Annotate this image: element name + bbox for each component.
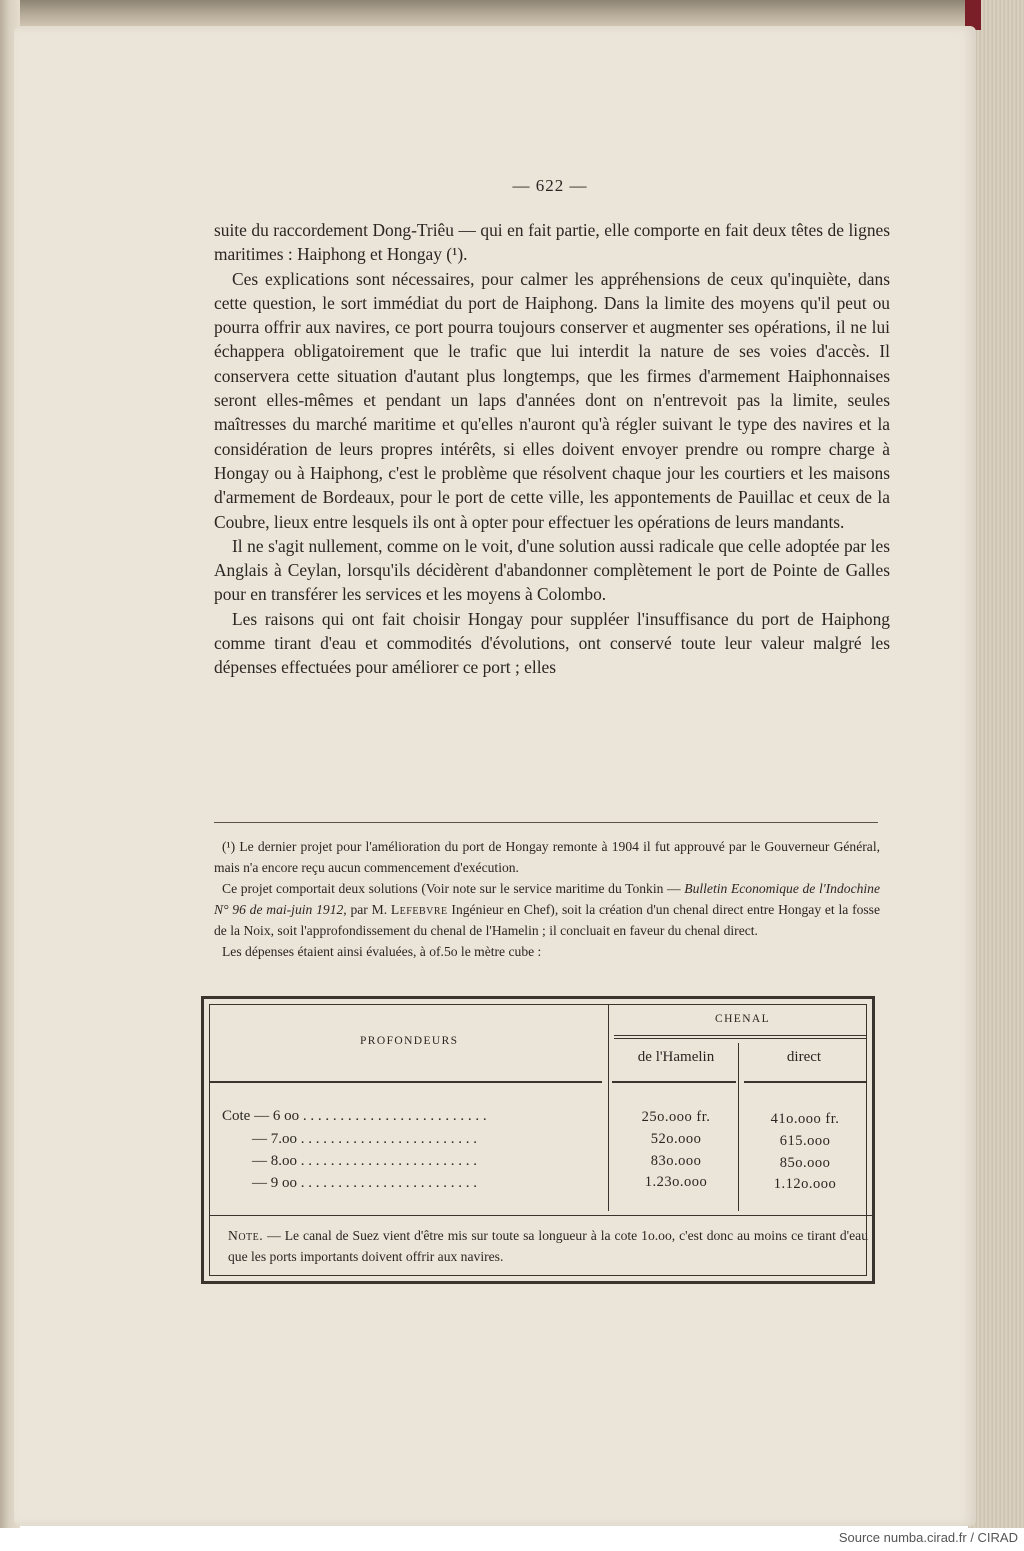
footnote-1: (¹) Le dernier projet pour l'amélioration du port de Hongay remonte à 1904 il fut approuvé par le Gouverneur Général, mais n'a encore reçu aucun commencement d'exécution. — [214, 839, 880, 875]
footnote-separator — [214, 822, 878, 823]
paragraph-1: suite du raccordement Dong-Triêu — qui en fait partie, elle comporte en fait deux têtes de lignes maritimes : Haiphong et Hongay (¹). — [214, 220, 890, 265]
row-label-9: — 9 oo . . . . . . . . . . . . . . . . . . . . . . . . — [222, 1175, 477, 1191]
table-note — [228, 1225, 868, 1267]
header-col-direct: direct — [786, 1049, 822, 1065]
column-divider-chenal — [738, 1043, 739, 1211]
cell-direct-6: 41o.ooo fr. — [770, 1111, 840, 1127]
footnote-2-text-c: Ingénieur en Chef), soit la création d'un chenal direct entre Hongay et la fosse de la Noix, soit l'approfondissement du chenal de l'Hamelin ; il concluait en faveur du chenal direct. — [214, 902, 881, 938]
header-rule-hamelin — [612, 1081, 736, 1083]
footnote-2-text-b: , par M. — [343, 902, 391, 917]
header-col-hamelin: de l'Hamelin — [637, 1049, 715, 1065]
cell-direct-8: 85o.ooo — [779, 1155, 831, 1171]
header-rule-direct — [744, 1081, 866, 1083]
cell-direct-9: 1.12o.ooo — [773, 1176, 837, 1192]
paragraph-3: Il ne s'agit nullement, comme on le voit, d'une solution aussi radicale que celle adoptée par les Anglais à Ceylan, lorsqu'ils décidèrent d'abandonner complètement le port de Pointe de Galles pour en transférer les services et les moyens à Colombo. — [214, 535, 890, 605]
cell-direct-7: 615.ooo — [779, 1133, 831, 1149]
cost-table — [201, 996, 875, 1284]
chenal-rule-1 — [614, 1035, 866, 1036]
cell-hamelin-7: 52o.ooo — [650, 1131, 702, 1147]
source-credit: Source numba.cirad.fr / CIRAD — [838, 1530, 1018, 1545]
paragraph-2: Ces explications sont nécessaires, pour calmer les appréhensions de ceux qu'inquiète, dans cette question, le sort immédiat du port de Haiphong. Dans la limite des moyens qu'il peut ou pourra offrir aux navires, ce port pourra toujours conserver et augmenter ses opérations, il ne lui échappera obligatoirement que le trafic que lui interdit la nature de ses voies d'accès. Il conservera cette situation d'autant plus longtemps, que les firmes d'armement Haiphonnaises seront elles-mêmes et pendant un laps d'années dont on n'entrevoit pas la limite, seules maîtresses du marché maritime et qu'elles n'auront qu'à régler suivant le type des navires et la considération de leurs propres intérêts, si elles doivent envoyer prendre ou rompre charge à Hongay ou à Haiphong, c'est le problème que résolvent chaque jour les courtiers et les maisons d'armement de Bordeaux, pour le port de cette ville, les appontements de Pauillac et ceux de la Coubre, lieux entre lesquels ils ont à opter pour effectuer les opérations de leurs mandants. — [214, 268, 890, 532]
cell-hamelin-9: 1.23o.ooo — [644, 1174, 708, 1190]
header-profondeurs: PROFONDEURS — [360, 1035, 459, 1047]
note-separator — [210, 1215, 872, 1216]
book-page-stack — [968, 0, 1024, 1528]
row-label-8: — 8.oo . . . . . . . . . . . . . . . . . . . . . . . . — [222, 1153, 477, 1169]
page-number: — 622 — — [512, 176, 588, 195]
note-text: — Le canal de Suez vient d'être mis sur toute sa longueur à la cote 1o.oo, c'est donc au moins ce tirant d'eau que les ports importants doivent offrir aux navires. — [228, 1228, 868, 1264]
header-rule-profondeurs — [210, 1081, 602, 1083]
row-label-6: Cote — 6 oo . . . . . . . . . . . . . . . . . . . . . . . . . — [222, 1108, 487, 1124]
body-text — [214, 218, 890, 680]
row-label-7: — 7.oo . . . . . . . . . . . . . . . . . . . . . . . . — [222, 1131, 477, 1147]
cell-hamelin-8: 83o.ooo — [650, 1153, 702, 1169]
cell-hamelin-6: 25o.ooo fr. — [641, 1109, 711, 1125]
book-top-edge — [0, 0, 1024, 28]
footnote-3: Les dépenses étaient ainsi évaluées, à of.5o le mètre cube : — [222, 944, 542, 959]
paragraph-4: Les raisons qui ont fait choisir Hongay pour suppléer l'insuffisance du port de Haiphong comme tirant d'eau et commodités d'évolutions, ont conservé toute leur valeur malgré les dépenses effectuées pour améliorer ce port ; elles — [214, 608, 890, 678]
note-label: Note. — [228, 1228, 264, 1243]
cost-table-inner — [209, 1004, 867, 1276]
footnote-2-author: Lefebvre — [390, 902, 448, 917]
footnote-2-citation: Bulletin Economique de l'Indochine N° 96 de mai-juin 1912 — [214, 881, 881, 917]
footnote-2-text-a: Ce projet comportait deux solutions (Voir note sur le service maritime du Tonkin — — [222, 881, 685, 896]
footnote-2 — [214, 878, 880, 941]
chenal-rule-2 — [614, 1038, 866, 1039]
footnotes — [214, 836, 880, 962]
header-chenal: CHENAL — [715, 1013, 771, 1025]
